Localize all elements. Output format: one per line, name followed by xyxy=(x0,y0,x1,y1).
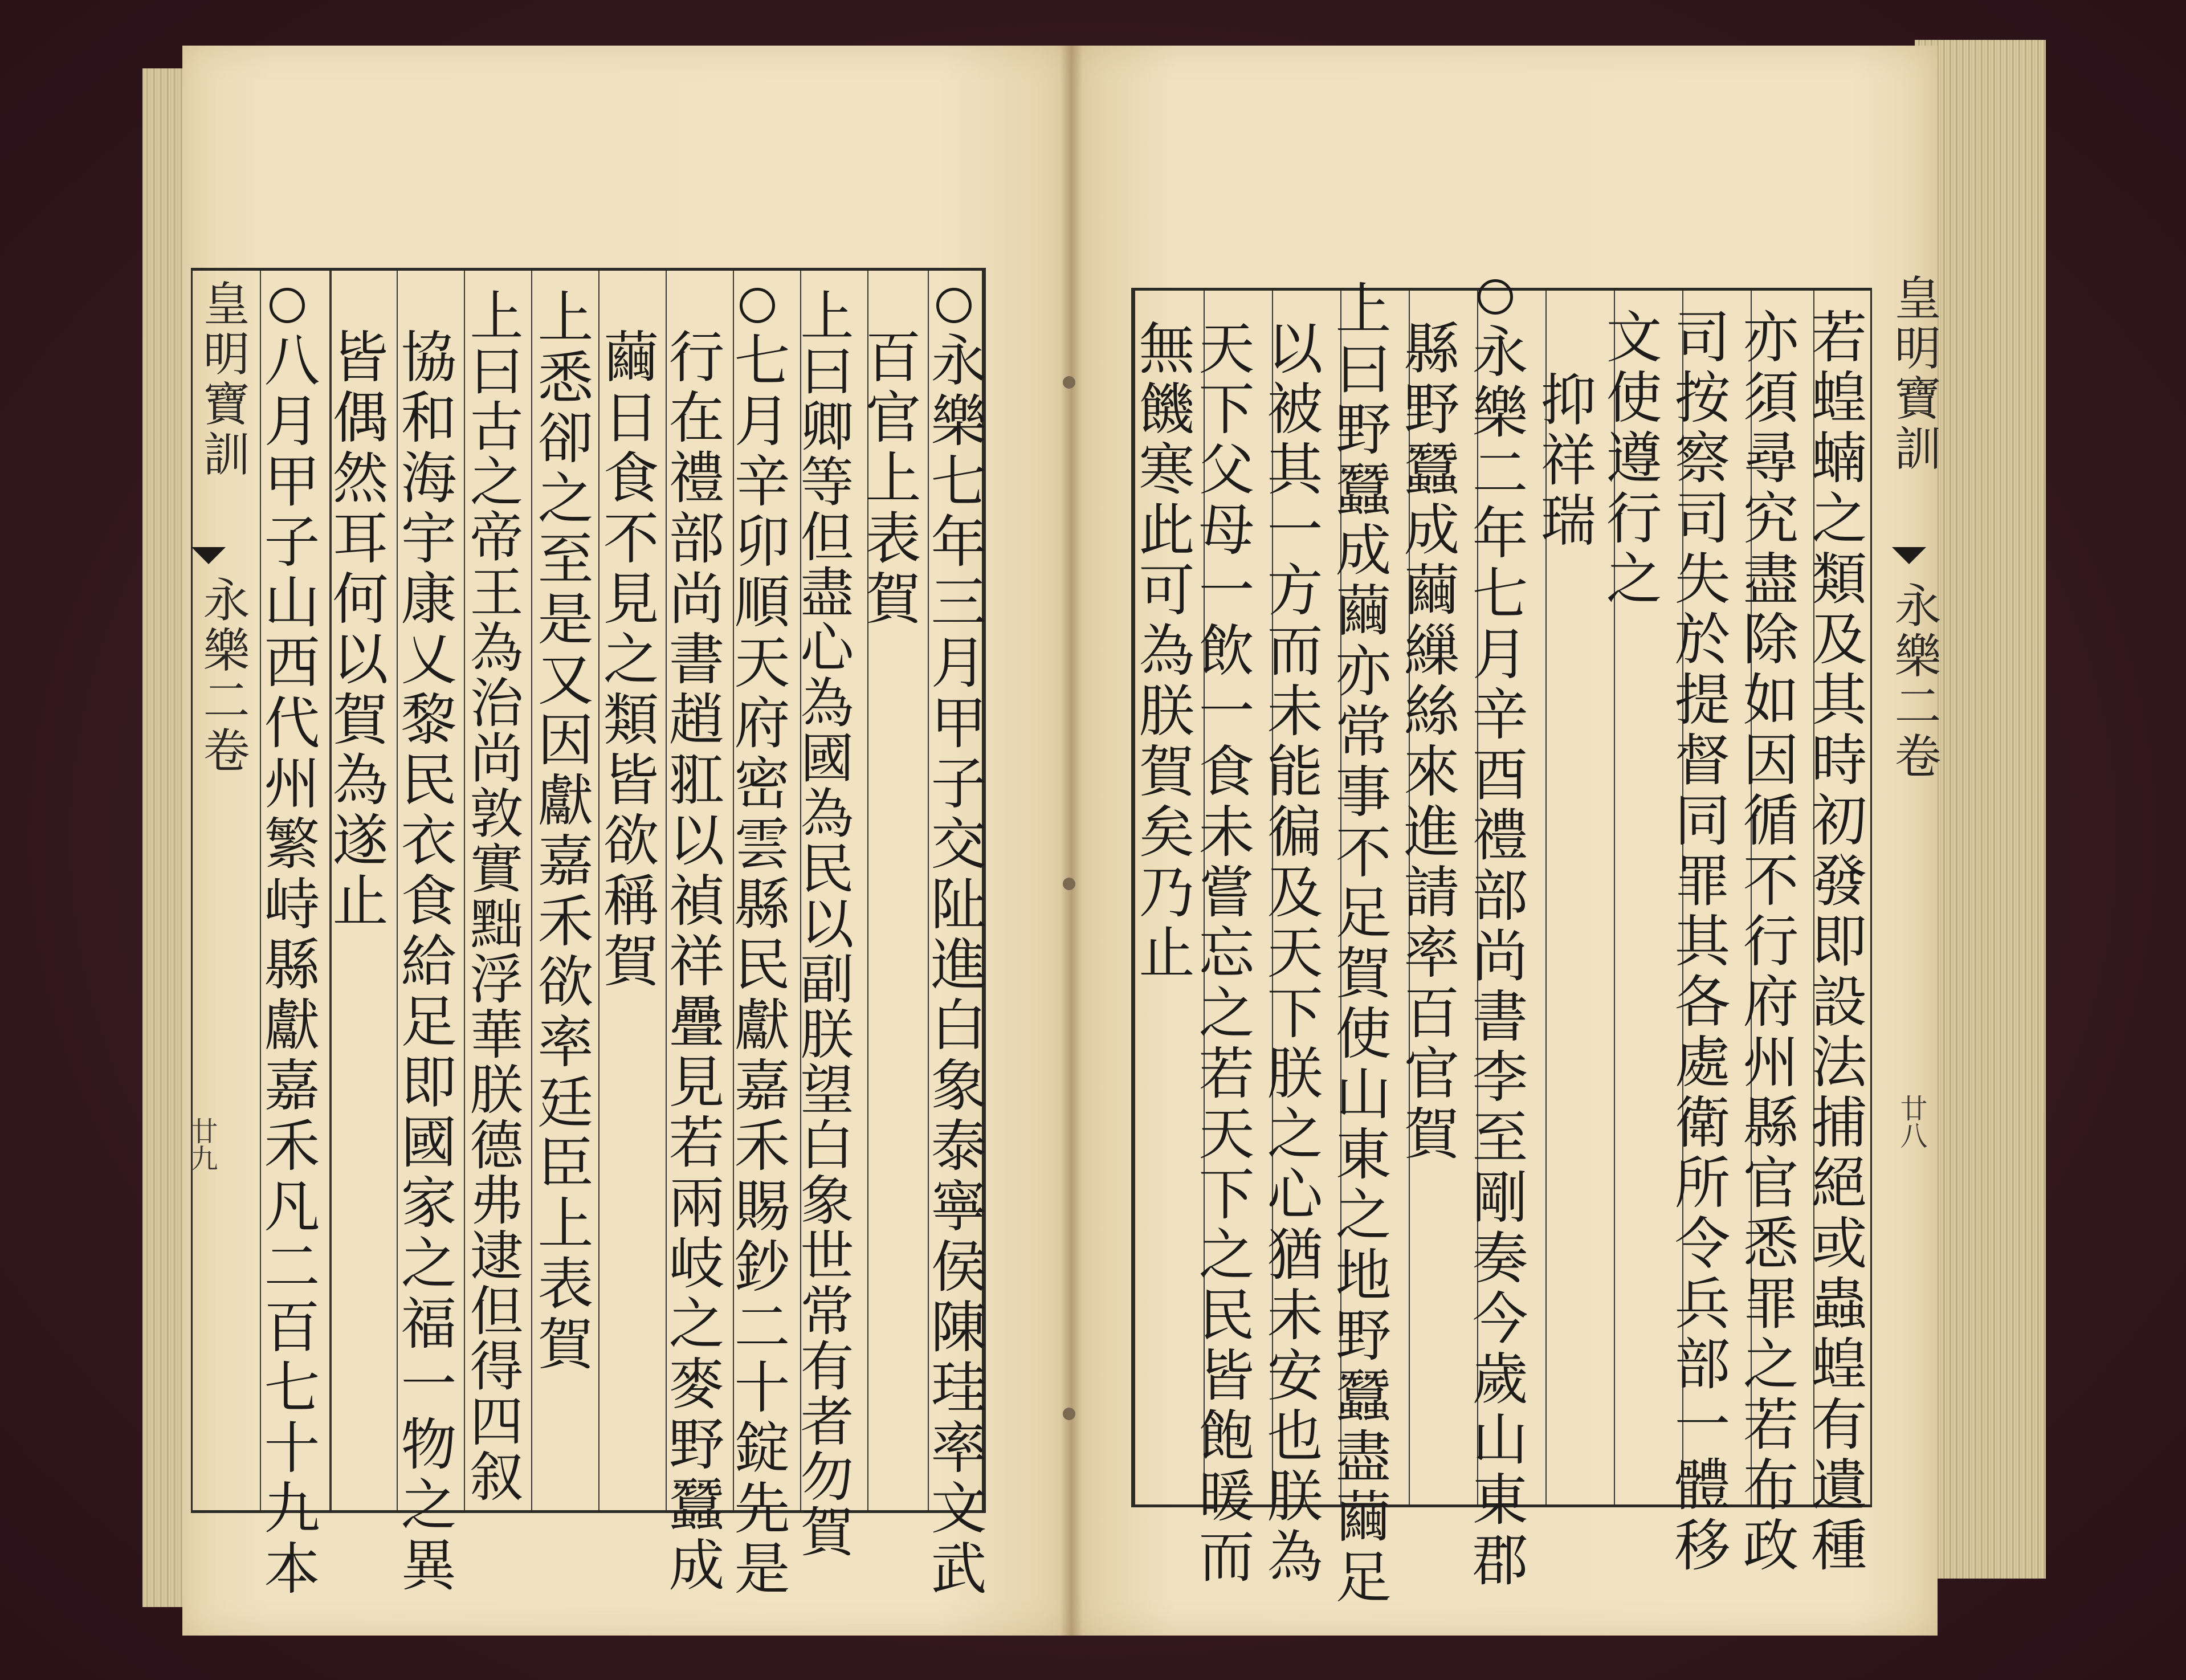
text-column: 上悉卻之至是又因獻嘉禾欲率廷臣上表賀 xyxy=(528,288,593,1375)
running-title: 皇明寶訓 xyxy=(195,279,250,480)
text-column: 百官上表賀 xyxy=(856,328,921,630)
section-label: 永樂二卷 xyxy=(1887,581,1941,782)
text-column: 七月辛卯順天府密雲縣民獻嘉禾賜鈔二十錠先是 xyxy=(729,288,785,1600)
stitch-hole xyxy=(1063,1408,1075,1420)
text-column: 上曰古之帝王為治尚敦實黜浮華朕德弗逮但得四叙 xyxy=(460,288,523,1504)
text-column: 八月甲子山西代州繁峙縣獻嘉禾凡二百七十九本 xyxy=(259,288,315,1600)
circle-mark xyxy=(270,288,305,323)
text-column: 皆偶然耳何以賀為遂止 xyxy=(323,328,388,932)
stitch-hole xyxy=(1063,878,1075,890)
text-column: 文使遵行之 xyxy=(1597,308,1662,610)
section-label: 永樂二卷 xyxy=(195,576,250,776)
circle-mark xyxy=(936,288,972,323)
text-column: 永樂二年七月辛酉禮部尚書李至剛奏今歲山東郡 xyxy=(1467,279,1523,1591)
fold-mark xyxy=(1892,547,1926,564)
text-column: 繭日食不見之類皆欲稱賀 xyxy=(594,328,659,992)
text-column: 協和海宇康乂黎民衣食給足即國家之福一物之異 xyxy=(391,328,456,1596)
text-column: 以被其一方而未能徧及天下朕之心猶未安也朕為 xyxy=(1258,319,1323,1588)
text-column: 無饑寒此可為朕賀矣乃止 xyxy=(1129,319,1194,984)
text-column: 永樂七年三月甲子交阯進白象泰寧侯陳珪率文武 xyxy=(926,288,982,1600)
text-column: 行在禮部尚書趙羾以禎祥疊見若兩岐之麥野蠶成 xyxy=(659,328,724,1596)
fold-mark xyxy=(191,547,226,564)
folio-number: 廿九 xyxy=(186,1117,218,1172)
text-column: 若蝗蝻之類及其時初發即設法捕絕或蟲蝗有遺種 xyxy=(1802,308,1867,1576)
circle-mark xyxy=(1478,279,1513,315)
text-column: 縣野蠶成繭繅絲來進請率百官賀 xyxy=(1394,319,1459,1165)
text-column: 上曰卿等但盡心為國為民以副朕望白象世常有者勿賀 xyxy=(791,288,853,1559)
folio-number: 廿八 xyxy=(1895,1094,1927,1149)
section-heading: 抑祥瑞 xyxy=(1531,370,1596,552)
circle-mark xyxy=(740,288,775,323)
text-column: 天下父母一飲一食未嘗忘之若天下之民皆飽暖而 xyxy=(1189,319,1254,1588)
running-title: 皇明寶訓 xyxy=(1887,274,1941,474)
text-column: 司按察司失於提督同罪其各處衛所令兵部一體移 xyxy=(1665,308,1730,1576)
text-column: 亦須尋究盡除如因循不行府州縣官悉罪之若布政 xyxy=(1734,308,1798,1576)
text-column: 上曰野蠶成繭亦常事不足賀使山東之地野蠶盡繭足 xyxy=(1326,279,1391,1608)
stitch-hole xyxy=(1063,376,1075,389)
book-gutter xyxy=(1060,46,1083,1636)
